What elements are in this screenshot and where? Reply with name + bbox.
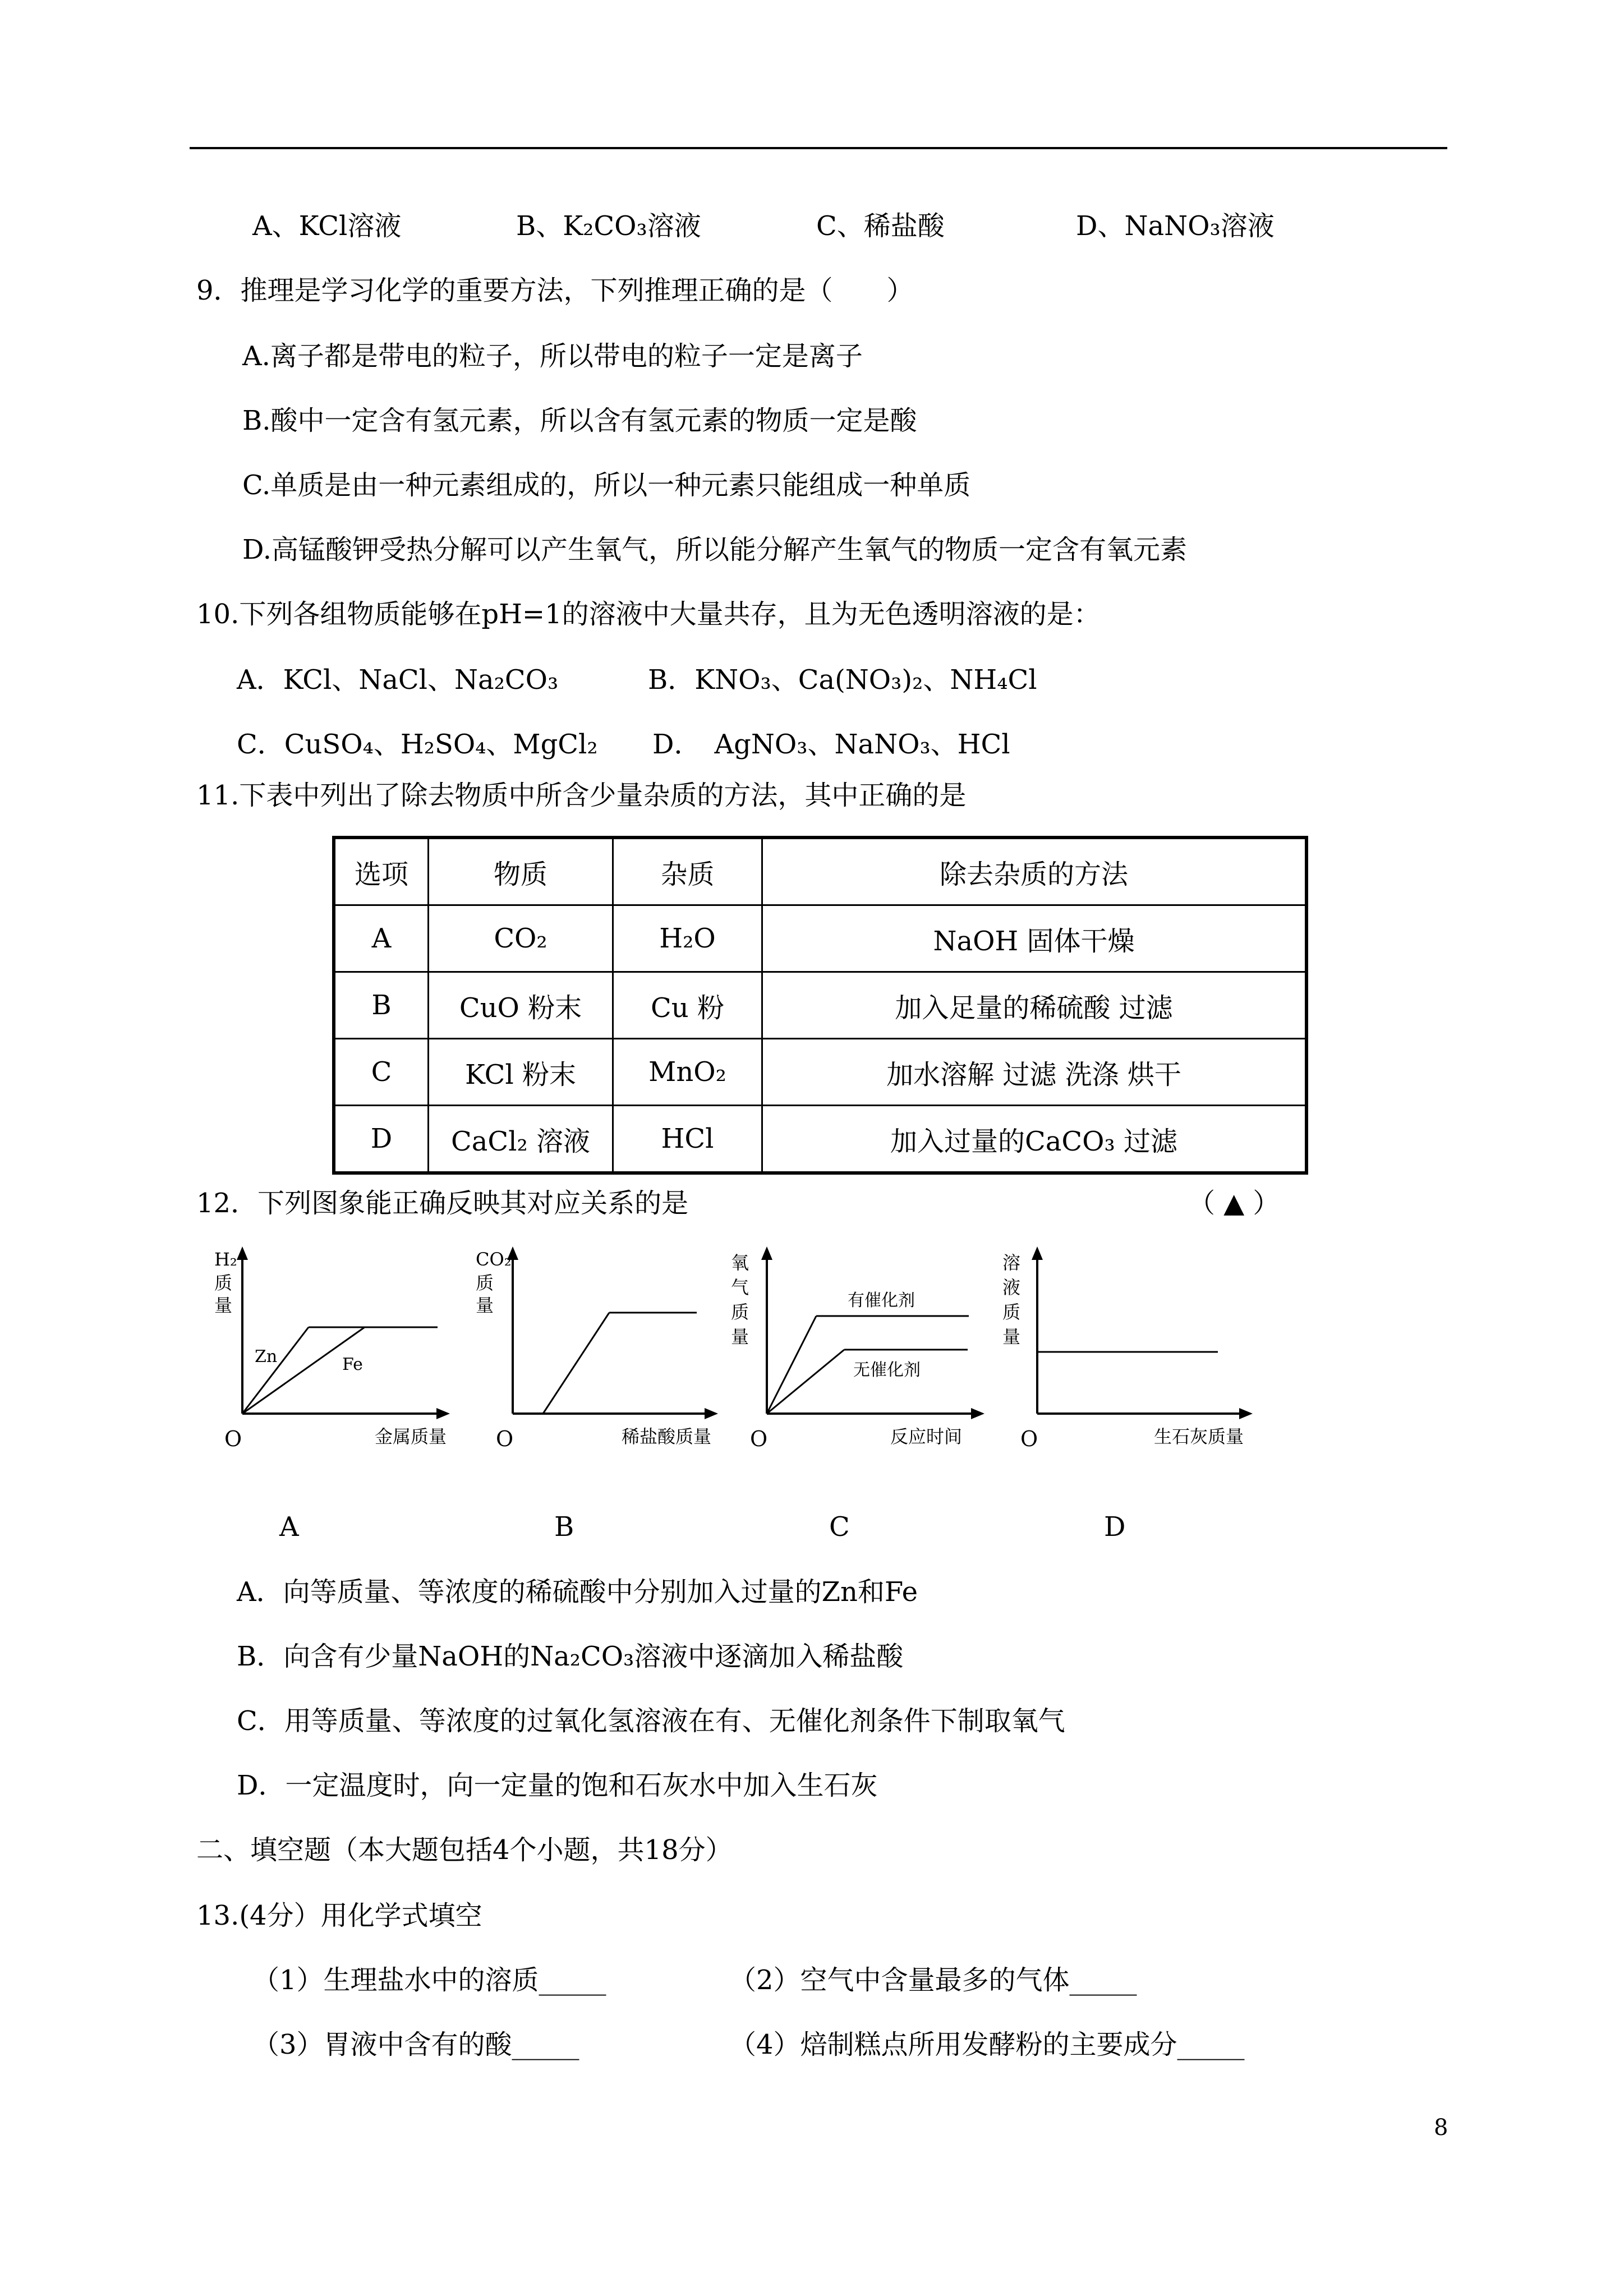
table-cell: C — [334, 1039, 429, 1106]
graph-a-ylabel-2: 质 — [214, 1272, 233, 1294]
graph-d-ylabel-4: 量 — [1002, 1326, 1021, 1347]
graph-d-origin: O — [1020, 1427, 1038, 1451]
graph-a — [208, 1240, 454, 1464]
q8-option-b: B、K₂CO₃溶液 — [516, 210, 701, 242]
table-cell: HCl — [613, 1106, 762, 1174]
q12-option-a: A．向等质量、等浓度的稀硫酸中分别加入过量的Zn和Fe — [237, 1576, 918, 1608]
table-cell: B — [334, 972, 429, 1039]
q11-table — [332, 836, 1308, 1175]
table-header-cell: 物质 — [429, 838, 613, 905]
q10-option-d: D． AgNO₃、NaNO₃、HCl — [652, 729, 1010, 760]
graph-d-xlabel: 生石灰质量 — [1154, 1426, 1244, 1447]
graph-a-ylabel-1: H₂ — [214, 1249, 237, 1270]
graph-a-curve-zn: Zn — [255, 1347, 278, 1366]
q12-option-d: D．一定温度时，向一定量的饱和石灰水中加入生石灰 — [237, 1770, 878, 1801]
q10-option-b: B．KNO₃、Ca(NO₃)₂、NH₄Cl — [648, 664, 1037, 696]
q13-stem: 13.(4分）用化学式填空 — [196, 1900, 482, 1931]
table-cell: NaOH 固体干燥 — [762, 905, 1307, 972]
graph-b-ylabel-2: 质 — [476, 1272, 494, 1294]
q12-stem: 12．下列图象能正确反映其对应关系的是 — [196, 1188, 689, 1219]
q9-option-d: D.高锰酸钾受热分解可以产生氧气，所以能分解产生氧气的物质一定含有氧元素 — [242, 534, 1188, 565]
table-cell: MnO₂ — [613, 1039, 762, 1106]
table-row — [334, 1106, 1306, 1174]
page-number: 8 — [1434, 2115, 1448, 2141]
graph-b-ylabel-3: 量 — [476, 1295, 494, 1316]
table-row — [334, 905, 1306, 972]
table-header-cell: 杂质 — [613, 838, 762, 905]
q13-item-4: （4）焙制糕点所用发酵粉的主要成分_____ — [729, 2029, 1245, 2060]
graph-b-letter: B — [554, 1511, 574, 1543]
graph-c-letter: C — [829, 1511, 850, 1543]
q13-item-3: （3）胃液中含有的酸_____ — [252, 2029, 579, 2060]
table-header-cell: 选项 — [334, 838, 429, 905]
graph-c — [726, 1240, 996, 1464]
table-cell: KCl 粉末 — [429, 1039, 613, 1106]
graph-d-ylabel-1: 溶 — [1002, 1252, 1021, 1273]
graph-c-xlabel: 反应时间 — [890, 1426, 963, 1447]
graph-c-ylabel-3: 质 — [731, 1301, 749, 1323]
q10-option-a: A．KCl、NaCl、Na₂CO₃ — [237, 664, 559, 696]
q8-option-a: A、KCl溶液 — [252, 210, 402, 242]
section-2-heading: 二、填空题（本大题包括4个小题，共18分） — [196, 1834, 733, 1866]
table-row — [334, 1039, 1306, 1106]
graph-b-origin: O — [496, 1427, 514, 1451]
graph-d — [996, 1240, 1265, 1464]
header-rule — [190, 147, 1447, 149]
q8-option-c: C、稀盐酸 — [816, 210, 945, 242]
table-cell: H₂O — [613, 905, 762, 972]
graph-c-ylabel-2: 气 — [731, 1277, 749, 1298]
q13-item-2: （2）空气中含量最多的气体_____ — [729, 1964, 1137, 1996]
q9-option-a: A.离子都是带电的粒子，所以带电的粒子一定是离子 — [242, 341, 863, 372]
graph-d-letter: D — [1104, 1511, 1126, 1543]
q12-option-b: B．向含有少量NaOH的Na₂CO₃溶液中逐滴加入稀盐酸 — [237, 1641, 904, 1672]
table-row — [334, 972, 1306, 1039]
graph-c-ylabel-4: 量 — [731, 1326, 749, 1347]
table-cell: CuO 粉末 — [429, 972, 613, 1039]
graph-b-xlabel: 稀盐酸质量 — [622, 1426, 712, 1447]
q9-stem: 9．推理是学习化学的重要方法，下列推理正确的是（ ） — [196, 275, 914, 306]
table-cell: Cu 粉 — [613, 972, 762, 1039]
graph-d-ylabel-3: 质 — [1002, 1301, 1021, 1323]
graph-d-ylabel-2: 液 — [1002, 1277, 1021, 1298]
graph-b-ylabel-1: CO₂ — [476, 1249, 512, 1270]
q8-option-d: D、NaNO₃溶液 — [1076, 210, 1275, 242]
table-cell: 加入足量的稀硫酸 过滤 — [762, 972, 1307, 1039]
graph-a-xlabel: 金属质量 — [375, 1426, 447, 1447]
table-cell: CaCl₂ 溶液 — [429, 1106, 613, 1174]
table-header-row — [334, 838, 1306, 905]
q13-item-1: （1）生理盐水中的溶质_____ — [252, 1964, 606, 1996]
graph-a-origin: O — [224, 1427, 242, 1451]
table-cell: A — [334, 905, 429, 972]
q9-option-b: B.酸中一定含有氢元素，所以含有氢元素的物质一定是酸 — [242, 405, 917, 436]
graph-a-ylabel-3: 量 — [214, 1295, 233, 1316]
q11-stem: 11.下表中列出了除去物质中所含少量杂质的方法，其中正确的是 — [196, 780, 967, 811]
graph-c-curve-without-catalyst: 无催化剂 — [853, 1360, 921, 1380]
graph-a-letter: A — [279, 1511, 299, 1543]
q9-option-c: C.单质是由一种元素组成的，所以一种元素只能组成一种单质 — [242, 470, 971, 501]
q10-stem: 10.下列各组物质能够在pH=1的溶液中大量共存，且为无色透明溶液的是： — [196, 599, 1101, 630]
graph-c-origin: O — [750, 1427, 768, 1451]
graph-c-curve-with-catalyst: 有催化剂 — [848, 1291, 915, 1310]
table-cell: CO₂ — [429, 905, 613, 972]
table-cell: 加水溶解 过滤 洗涤 烘干 — [762, 1039, 1307, 1106]
table-cell: 加入过量的CaCO₃ 过滤 — [762, 1106, 1307, 1174]
table-cell: D — [334, 1106, 429, 1174]
graph-c-ylabel-1: 氧 — [731, 1252, 749, 1273]
table-header-cell: 除去杂质的方法 — [762, 838, 1307, 905]
q10-option-c: C．CuSO₄、H₂SO₄、MgCl₂ — [237, 729, 598, 760]
graph-b — [471, 1240, 729, 1464]
graph-a-curve-fe: Fe — [342, 1355, 363, 1374]
q12-answer-mark: （ ▲ ） — [1188, 1188, 1280, 1219]
q12-option-c: C．用等质量、等浓度的过氧化氢溶液在有、无催化剂条件下制取氧气 — [237, 1705, 1065, 1737]
